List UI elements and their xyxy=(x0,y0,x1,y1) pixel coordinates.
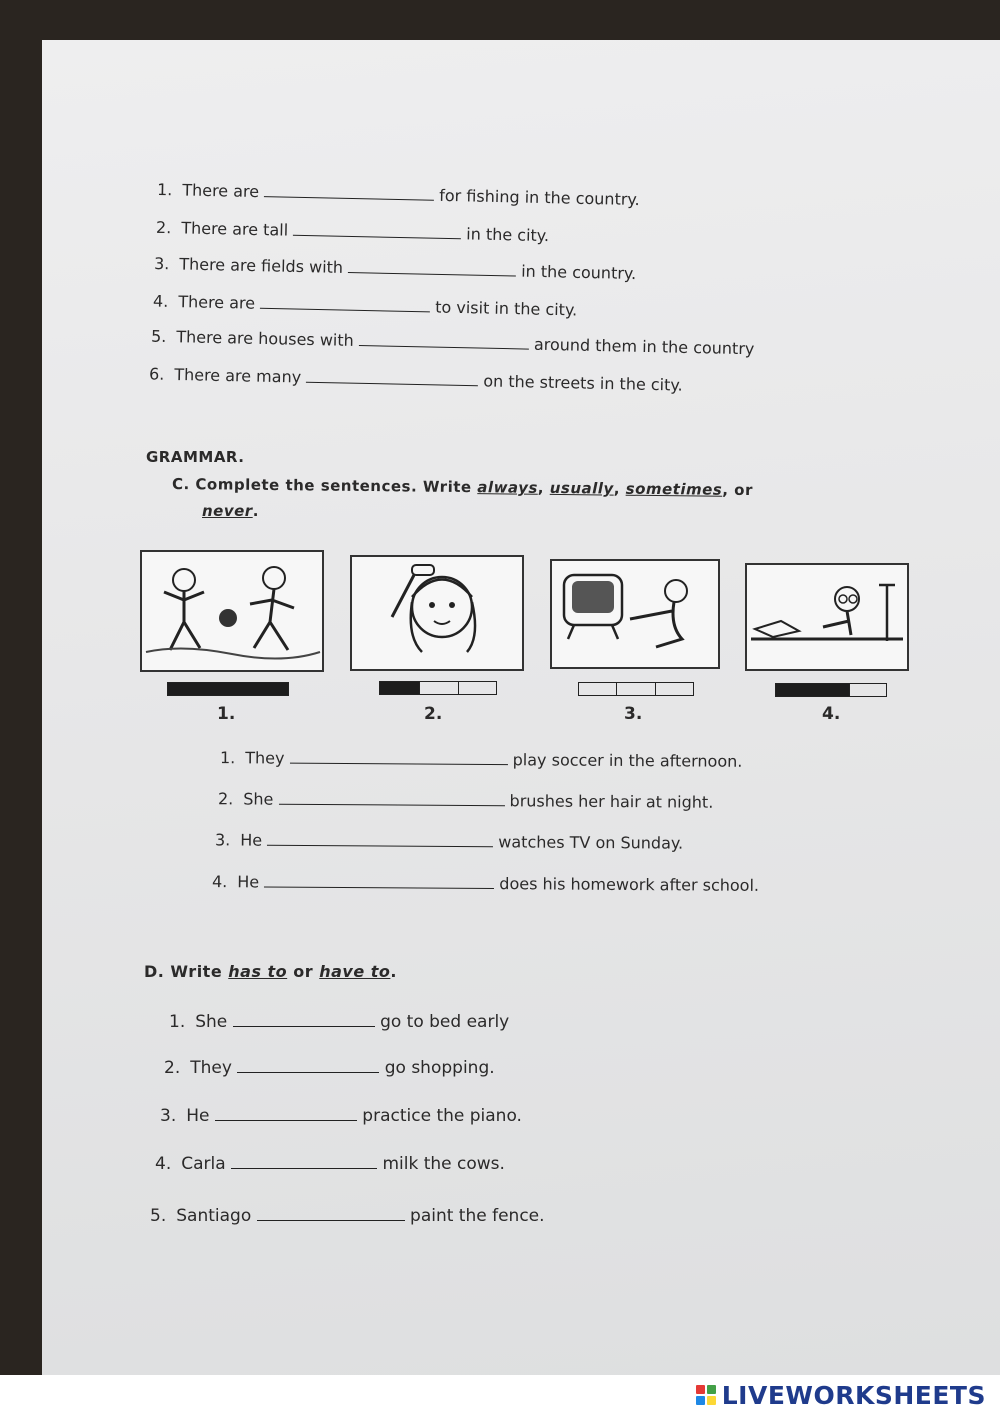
liveworksheets-logo xyxy=(696,1381,986,1409)
picture-label: 1. xyxy=(217,704,236,724)
answer-blank[interactable] xyxy=(348,260,516,277)
answer-blank[interactable] xyxy=(278,792,504,807)
grammar-item: 2. She brushes her hair at night. xyxy=(217,789,714,812)
answer-blank[interactable] xyxy=(260,296,430,313)
answer-blank[interactable] xyxy=(293,223,461,240)
answer-blank[interactable] xyxy=(267,833,493,848)
grammar-item: 4. He does his homework after school. xyxy=(211,872,760,895)
vocab-item: 3. There are fields with in the country. xyxy=(153,253,637,284)
frequency-bar xyxy=(578,682,694,696)
girl-brushing-hair-picture xyxy=(350,555,524,671)
vocab-item: 4. There are to visit in the city. xyxy=(152,291,578,320)
answer-blank[interactable] xyxy=(231,1156,377,1169)
vocab-item: 1. There are for fishing in the country. xyxy=(156,179,640,210)
answer-blank[interactable] xyxy=(257,1208,405,1221)
grammar-title: GRAMMAR. xyxy=(146,448,245,466)
picture-label: 4. xyxy=(822,704,841,724)
modal-item: 2. They go shopping. xyxy=(164,1058,495,1078)
answer-blank[interactable] xyxy=(264,874,494,889)
modal-item: 4. Carla milk the cows. xyxy=(155,1154,505,1174)
section-d-instruction: D. Write has to or have to. xyxy=(144,962,397,981)
grammar-item: 1. They play soccer in the afternoon. xyxy=(219,748,743,771)
grammar-item: 3. He watches TV on Sunday. xyxy=(214,830,684,853)
answer-blank[interactable] xyxy=(306,370,478,387)
liveworksheets-logo-icon xyxy=(696,1385,716,1405)
answer-blank[interactable] xyxy=(290,751,508,766)
brand-name: LIVEWORKSHEETS xyxy=(721,1380,986,1410)
boy-doing-homework-picture xyxy=(745,563,909,671)
picture-label: 2. xyxy=(424,704,443,724)
vocab-item: 2. There are tall in the city. xyxy=(155,217,550,246)
frequency-bar xyxy=(775,683,887,697)
frequency-bar xyxy=(379,681,497,695)
vocab-item: 5. There are houses with around them in the country xyxy=(150,326,755,359)
modal-item: 5. Santiago paint the fence. xyxy=(150,1206,545,1226)
answer-blank[interactable] xyxy=(237,1060,379,1073)
modal-item: 3. He practice the piano. xyxy=(160,1106,522,1126)
section-c-instruction-cont: never. xyxy=(202,502,259,520)
modal-item: 1. She go to bed early xyxy=(169,1012,510,1032)
answer-blank[interactable] xyxy=(359,333,529,350)
frequency-bar xyxy=(167,682,289,696)
soccer-boys-picture xyxy=(140,550,324,672)
section-c-instruction: C. Complete the sentences. Write always, usually, sometimes, or xyxy=(171,474,754,500)
picture-label: 3. xyxy=(624,704,643,724)
answer-blank[interactable] xyxy=(215,1108,357,1121)
boy-watching-tv-picture xyxy=(550,559,720,669)
answer-blank[interactable] xyxy=(233,1014,375,1027)
worksheet-page xyxy=(42,40,1000,1375)
vocab-item: 6. There are many on the streets in the city. xyxy=(148,364,683,395)
answer-blank[interactable] xyxy=(264,184,434,201)
